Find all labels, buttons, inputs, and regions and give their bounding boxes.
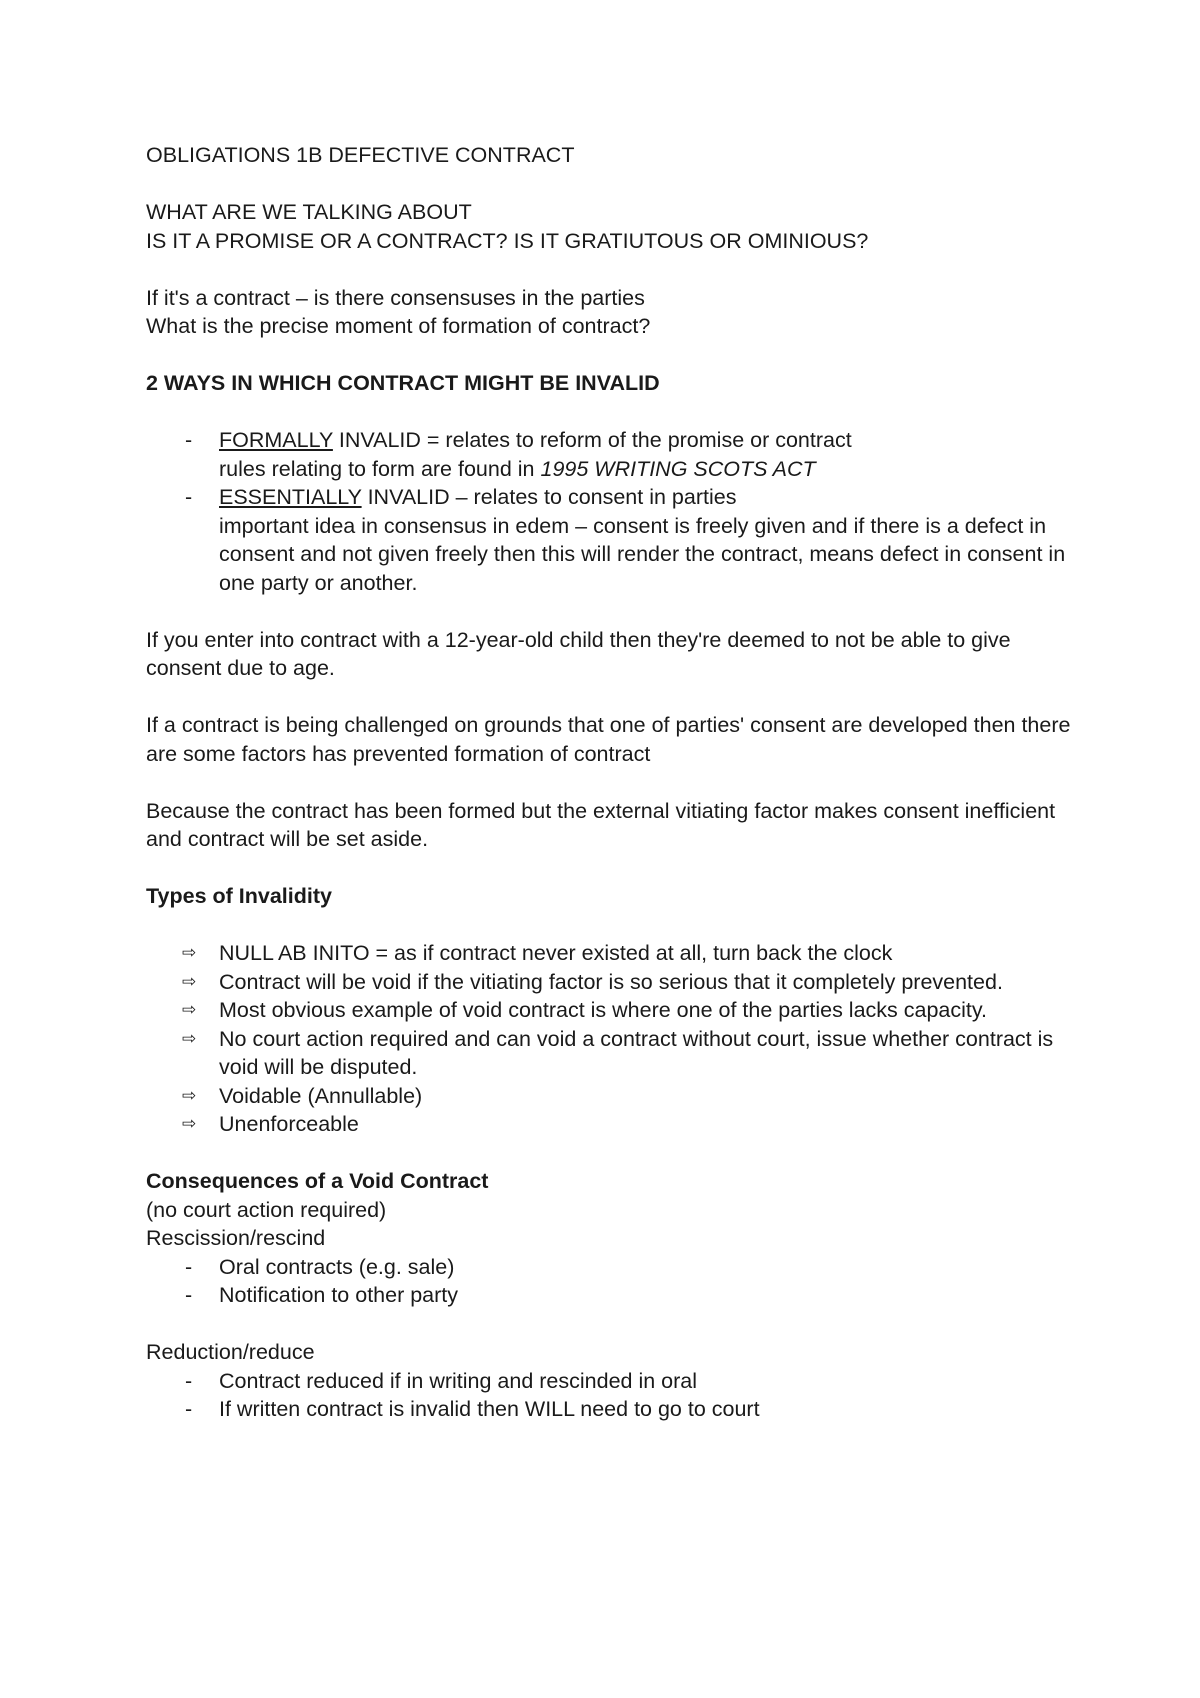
list-item-text: Most obvious example of void contract is where one of the parties lacks capacity. xyxy=(219,998,988,1022)
paragraph-formed: Because the contract has been formed but the external vitiating factor makes consent inefficient and contract will be set aside. xyxy=(146,798,1056,851)
ways-list xyxy=(146,426,1076,597)
list-item-text: Contract will be void if the vitiating factor is so serious that it completely prevented. xyxy=(219,969,1003,994)
list-item xyxy=(146,968,1076,997)
ways-heading: 2 WAYS IN WHICH CONTRACT MIGHT BE INVALID xyxy=(146,371,660,395)
rescission-list xyxy=(146,1253,1076,1310)
spacer xyxy=(146,1310,1076,1339)
arrow-bullet-icon: ⇨ xyxy=(182,1114,197,1134)
spacer xyxy=(146,341,1076,370)
act-reference: 1995 WRITING SCOTS ACT xyxy=(540,456,816,481)
term-essentially: ESSENTIALLY xyxy=(219,485,362,509)
list-item-subtext xyxy=(219,455,1076,484)
rescission-label: Rescission/rescind xyxy=(146,1226,326,1250)
term-formally: FORMALLY xyxy=(219,428,333,452)
spacer xyxy=(146,170,1076,199)
reduction-list xyxy=(146,1367,1076,1424)
arrow-bullet-icon: ⇨ xyxy=(182,1028,197,1049)
list-item xyxy=(146,1025,1076,1082)
spacer xyxy=(146,597,1076,626)
intro-line-1: WHAT ARE WE TALKING ABOUT xyxy=(146,200,472,224)
arrow-bullet-icon: ⇨ xyxy=(182,971,197,992)
consequences-heading: Consequences of a Void Contract xyxy=(146,1169,489,1193)
list-item xyxy=(146,1110,1076,1139)
list-item-subtext: important idea in consensus in edem – consent is freely given and if there is a defect in consent and not given freely then this will render the contract, means defect in consent in one party or another. xyxy=(219,513,1066,595)
spacer xyxy=(146,398,1076,427)
document-page xyxy=(146,141,1076,1424)
paragraph-child: If you enter into contract with a 12-year-old child then they're deemed to not be able to give consent due to age. xyxy=(146,627,1011,680)
list-item-text: Contract reduced if in writing and rescinded in oral xyxy=(219,1368,698,1393)
arrow-bullet-icon: ⇨ xyxy=(182,1000,197,1020)
question-line-2: What is the precise moment of formation of contract? xyxy=(146,314,651,338)
spacer xyxy=(146,683,1076,712)
list-item xyxy=(146,996,1076,1025)
question-line-1: If it's a contract – is there consensuses in the parties xyxy=(146,285,645,310)
list-item-text: Notification to other party xyxy=(219,1283,459,1307)
dash-bullet: - xyxy=(185,1283,193,1307)
list-item xyxy=(146,1395,1076,1424)
paragraph-challenge: If a contract is being challenged on grounds that one of parties' consent are developed then there are some factors has prevented formation of contract xyxy=(146,713,1071,766)
list-item xyxy=(146,1281,1076,1310)
types-heading: Types of Invalidity xyxy=(146,884,332,908)
dash-bullet: - xyxy=(185,1254,193,1279)
list-item xyxy=(146,426,1076,483)
spacer xyxy=(146,255,1076,284)
spacer xyxy=(146,911,1076,940)
list-item xyxy=(146,1253,1076,1282)
list-item-text: INVALID = relates to reform of the promise or contract xyxy=(332,428,852,452)
list-item xyxy=(146,483,1076,597)
types-list xyxy=(146,939,1076,1139)
subtext-plain: rules relating to form are found in xyxy=(219,456,541,481)
list-item-text: Oral contracts (e.g. sale) xyxy=(219,1254,455,1279)
spacer xyxy=(146,854,1076,883)
consequences-note: (no court action required) xyxy=(146,1197,387,1222)
list-item xyxy=(146,1082,1076,1111)
dash-bullet: - xyxy=(185,428,193,452)
arrow-bullet-icon: ⇨ xyxy=(182,943,197,963)
list-item xyxy=(146,939,1076,968)
spacer xyxy=(146,768,1076,797)
list-item-text: No court action required and can void a contract without court, issue whether contract is void will be disputed. xyxy=(219,1026,1054,1079)
intro-line-2: IS IT A PROMISE OR A CONTRACT? IS IT GRATIUTOUS OR OMINIOUS? xyxy=(146,228,869,253)
list-item-text: INVALID – relates to consent in parties xyxy=(361,485,737,509)
list-item-text: If written contract is invalid then WILL need to go to court xyxy=(219,1397,760,1421)
list-item-text: NULL AB INITO = as if contract never existed at all, turn back the clock xyxy=(219,941,893,965)
arrow-bullet-icon: ⇨ xyxy=(182,1085,197,1106)
list-item-text: Unenforceable xyxy=(219,1112,359,1136)
dash-bullet: - xyxy=(185,485,193,509)
dash-bullet: - xyxy=(185,1397,193,1421)
dash-bullet: - xyxy=(185,1368,193,1393)
list-item-text: Voidable (Annullable) xyxy=(219,1083,423,1108)
list-item xyxy=(146,1367,1076,1396)
spacer xyxy=(146,1139,1076,1168)
document-title: OBLIGATIONS 1B DEFECTIVE CONTRACT xyxy=(146,143,575,167)
reduction-label: Reduction/reduce xyxy=(146,1340,315,1364)
